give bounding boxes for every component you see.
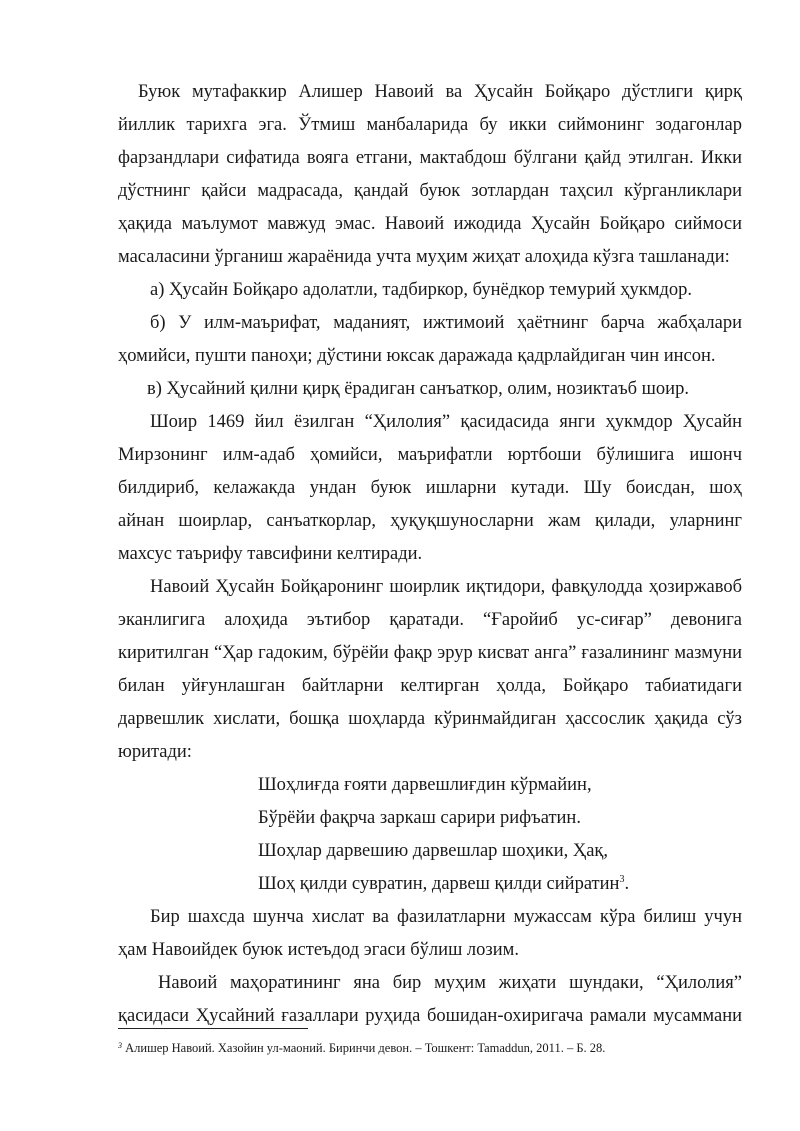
verse-line-4 bbox=[258, 872, 629, 896]
paragraph-2-line-1: Шоир 1469 йил ёзилган “Ҳилолия” қасидасида янги ҳукмдор Ҳусайн bbox=[150, 412, 742, 432]
paragraph-2-line-4: айнан шоирлар, санъаткорлар, ҳуқуқшуносларни жам қилади, уларнинг bbox=[118, 511, 742, 531]
paragraph-4-line-2: ҳам Навоийдек буюк истеъдод эгаси бўлиш лозим. bbox=[118, 940, 519, 960]
list-item-b-line-2: ҳомийси, пушти паноҳи; дўстини юксак даражада қадрлайдиган чин инсон. bbox=[118, 346, 716, 366]
paragraph-1-line-2: йиллик тарихга эга. Ўтмиш манбаларида бу икки сиймонинг зодагонлар bbox=[118, 115, 742, 135]
list-item-c: в) Ҳусайний қилни қирқ ёрадиган санъаткор, олим, нозиктаъб шоир. bbox=[147, 379, 689, 399]
paragraph-3-line-1: Навоий Ҳусайн Бойқаронинг шоирлик иқтидори, фавқулодда ҳозиржавоб bbox=[150, 577, 742, 597]
footnote-reference-marker[interactable]: 3 bbox=[619, 874, 625, 885]
paragraph-2-line-3: билдириб, келажакда ундан буюк ишларни кутади. Шу боисдан, шоҳ bbox=[118, 478, 742, 498]
paragraph-3-line-4: билан уйғунлашган байтларни келтирган ҳолда, Бойқаро табиатидаги bbox=[118, 676, 742, 696]
paragraph-2-line-5: махсус таърифу тавсифини келтиради. bbox=[118, 544, 423, 564]
verse-line-4-end: . bbox=[624, 874, 630, 894]
paragraph-3-line-5: дарвешлик хислати, бошқа шоҳларда кўринмайдиган ҳассослик ҳақида сўз bbox=[118, 709, 742, 729]
paragraph-1-line-4: дўстнинг қайси мадрасада, қандай буюк зотлардан таҳсил кўрганликлари bbox=[118, 181, 742, 201]
footnote-marker: 3 bbox=[118, 1041, 122, 1050]
paragraph-3-line-6: юритади: bbox=[118, 742, 192, 762]
footnote-separator bbox=[118, 1028, 308, 1029]
paragraph-2-line-2: Мирзонинг илм-адаб ҳомийси, маърифатли юртбоши бўлишига ишонч bbox=[118, 445, 742, 465]
list-item-a: а) Ҳусайн Бойқаро адолатли, тадбиркор, бунёдкор темурий ҳукмдор. bbox=[150, 280, 692, 300]
paragraph-1-line-6: масаласини ўрганиш жараёнида учта муҳим жиҳат алоҳида кўзга ташланади: bbox=[118, 247, 730, 267]
paragraph-4-line-1: Бир шахсда шунча хислат ва фазилатларни мужассам кўра билиш учун bbox=[150, 907, 742, 927]
verse-line-1: Шоҳлиғда ғояти дарвешлиғдин кўрмайин, bbox=[258, 775, 592, 795]
paragraph-5-line-1: Навоий маҳоратининг яна бир муҳим жиҳати шундаки, “Ҳилолия” bbox=[158, 973, 742, 993]
verse-line-2: Бўрёйи фақрча заркаш сарири рифъатин. bbox=[258, 808, 581, 828]
verse-line-4-text: Шоҳ қилди сувратин, дарвеш қилди сийратин bbox=[258, 874, 620, 894]
list-item-b-line-1: б) У илм-маърифат, маданият, ижтимоий ҳаётнинг барча жабҳалари bbox=[150, 313, 742, 333]
paragraph-1-line-5: ҳақида маълумот мавжуд эмас. Навоий ижодида Ҳусайн Бойқаро сиймоси bbox=[118, 214, 742, 234]
paragraph-3-line-3: киритилган “Ҳар гадоким, бўрёйи фақр эрур кисват анга” ғазалининг мазмуни bbox=[118, 643, 742, 663]
paragraph-5-line-2: қасидаси Ҳусайний ғазаллари руҳида бошидан-охиригача рамали мусаммани bbox=[118, 1006, 742, 1026]
paragraph-3-line-2: эканлигига алоҳида эътибор қаратади. “Ғаройиб ус-сиғар” девонига bbox=[118, 610, 742, 630]
verse-line-3: Шоҳлар дарвешию дарвешлар шоҳики, Ҳақ, bbox=[258, 841, 609, 861]
footnote-text: Алишер Навоий. Хазойин ул-маоний. Биринчи девон. – Тошкент: Tamaddun, 2011. – Б. 28. bbox=[122, 1041, 606, 1055]
paragraph-1-line-1: Буюк мутафаккир Алишер Навоий ва Ҳусайн Бойқаро дўстлиги қирқ bbox=[138, 82, 742, 102]
footnote bbox=[118, 1040, 605, 1056]
paragraph-1-line-3: фарзандлари сифатида вояга етгани, мактабдош бўлгани қайд этилган. Икки bbox=[118, 148, 742, 168]
